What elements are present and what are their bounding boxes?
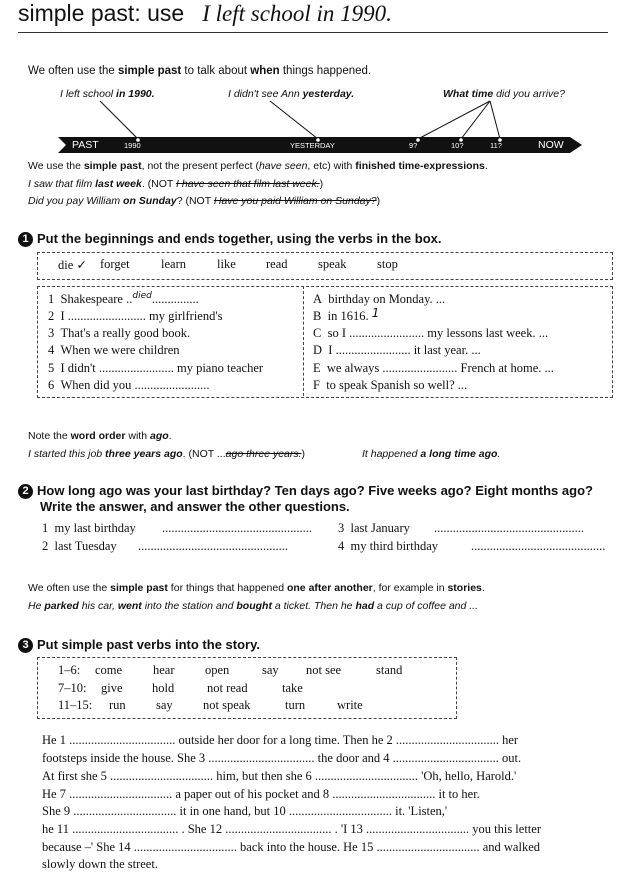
task1-right-d: D I ........................ it last year. ... — [313, 343, 481, 357]
story-line-2[interactable]: footsteps inside the house. She 3 .................................. the door and 4 .................................. out. — [42, 751, 522, 765]
note-ago-example-1: I started this job three years ago. (NOT ...ago three years.) — [28, 448, 306, 460]
task2-title-2: Write the answer, and answer the other questions. — [40, 499, 350, 514]
task3-heading — [18, 637, 260, 653]
task3-verb-2-0: give — [101, 681, 123, 695]
task1-divider — [303, 286, 304, 396]
rule-text: We use the simple past, not the present perfect (have seen, etc) with finished time-expressions. — [28, 160, 488, 172]
rule-example-2: Did you pay William on Sunday? (NOT Have you paid William on Sunday?) — [28, 195, 381, 207]
task3-verb-3-1: say — [156, 698, 173, 712]
story-line-4[interactable]: He 7 ................................. a paper out of his pocket and 8 ................................. it to her. — [42, 787, 480, 801]
task1-left-5: 5 I didn't ........................ my piano teacher — [48, 361, 264, 375]
note-story-example: He parked his car, went into the station and bought a ticket. Then he had a cup of coffee and ... — [28, 600, 479, 612]
task3-verb-1-5: stand — [376, 663, 403, 677]
task1-left-6: 6 When did you ........................ — [48, 378, 210, 392]
task1-left-4: 4 When we were children — [48, 343, 180, 357]
task3-range-2: 7–10: — [58, 681, 87, 695]
task1-right-e: E we always ........................ French at home. ... — [313, 361, 554, 375]
task3-verb-3-4: write — [337, 698, 363, 712]
task3-number: 3 — [18, 638, 33, 653]
task1-right-c: C so I ........................ my lessons last week. ... — [313, 326, 549, 340]
task1-verb-6: stop — [377, 257, 398, 271]
task3-verb-2-2: not read — [207, 681, 248, 695]
task1-left-1: 1 Shakespeare ..$^{died}$............... — [48, 291, 199, 306]
task2-answer-1[interactable]: ................................................ — [162, 521, 312, 535]
task1-left-3: 3 That's a really good book. — [48, 326, 191, 340]
task2-item-4: 4 my third birthday — [338, 539, 438, 553]
timeline-yesterday-label: YESTERDAY — [290, 141, 335, 150]
timeline-graphic — [0, 0, 624, 160]
task1-verb-5: speak — [318, 257, 347, 271]
task2-item-1: 1 my last birthday — [42, 521, 136, 535]
task2-item-3: 3 last January — [338, 521, 410, 535]
note-ago: Note the word order with ago. — [28, 430, 172, 442]
task3-verb-1-4: not see — [306, 663, 342, 677]
task3-verb-1-2: open — [205, 663, 230, 677]
intro-text: We often use the simple past to talk about when things happened. — [28, 65, 372, 77]
task1-verb-2: learn — [161, 257, 186, 271]
task3-verb-3-2: not speak — [203, 698, 251, 712]
task3-title: Put simple past verbs into the story. — [37, 637, 260, 652]
task1-right-b: B in 1616. 1 — [313, 306, 380, 323]
timeline-q1-label: 9? — [409, 141, 418, 150]
story-line-6[interactable]: he 11 .................................. . She 12 .................................. . 'I 13 ................................. you this letter — [42, 822, 541, 836]
task3-verb-1-0: come — [95, 663, 123, 677]
note-ago-example-2: It happened a long time ago. — [362, 448, 501, 460]
task3-verb-2-3: take — [282, 681, 303, 695]
title-example: I left school in 1990. — [202, 1, 392, 26]
timeline-past-label: PAST — [72, 139, 99, 151]
story-line-5[interactable]: She 9 ................................. it in one hand, but 10 ................................. it. 'Listen,' — [42, 804, 448, 818]
task2-answer-3[interactable]: ................................................ — [434, 521, 584, 535]
task2-title-1: How long ago was your last birthday? Ten days ago? Five weeks ago? Eight months ago? — [37, 483, 593, 498]
pointer-line-11 — [490, 101, 500, 139]
pointer-line-10 — [461, 101, 490, 139]
timeline-example-1: I left school in 1990. — [60, 88, 155, 100]
task3-range-3: 11–15: — [58, 698, 93, 712]
task2-heading — [18, 483, 593, 499]
pointer-line-1990 — [100, 101, 138, 139]
story-line-7[interactable]: because –' She 14 ................................. back into the house. He 15 ................................. and walked — [42, 840, 541, 854]
pointer-line-9 — [418, 101, 490, 139]
task1-verb-3: like — [217, 257, 236, 271]
timeline-example-3: What time did you arrive? — [443, 88, 565, 100]
task1-verb-0: die ✓ — [58, 258, 87, 272]
task3-verb-3-3: turn — [285, 698, 306, 712]
story-line-1[interactable]: He 1 .................................. outside her door for a long time. Then he 2 ................................. her — [42, 733, 519, 747]
task1-verb-4: read — [266, 257, 288, 271]
timeline-now-label: NOW — [538, 139, 564, 151]
timeline-year-label: 1990 — [124, 141, 141, 150]
task1-heading — [18, 231, 441, 247]
note-story: We often use the simple past for things that happened one after another, for example in stories. — [28, 582, 485, 594]
task3-verb-1-1: hear — [153, 663, 175, 677]
story-line-3[interactable]: At first she 5 ................................. him, but then she 6 ................................. 'Oh, hello, Harold.' — [42, 769, 517, 783]
task1-left-2: 2 I ......................... my girlfriend's — [48, 309, 223, 323]
story-line-8: slowly down the street. — [42, 857, 158, 871]
pointer-line-yesterday — [270, 101, 318, 139]
task3-verb-3-0: run — [109, 698, 126, 712]
task3-verb-1-3: say — [262, 663, 279, 677]
task3-range-1: 1–6: — [58, 663, 81, 677]
task1-right-f: F to speak Spanish so well? ... — [313, 378, 468, 392]
task2-number: 2 — [18, 484, 33, 499]
timeline-example-2: I didn't see Ann yesterday. — [228, 88, 355, 100]
task1-verb-1: forget — [100, 257, 130, 271]
task3-verb-2-1: hold — [152, 681, 175, 695]
task2-item-2: 2 last Tuesday — [42, 539, 117, 553]
task1-number: 1 — [18, 232, 33, 247]
timeline-q3-label: 11? — [490, 141, 502, 150]
task1-title: Put the beginnings and ends together, using the verbs in the box. — [37, 231, 442, 246]
title-main: simple past: use — [18, 0, 185, 26]
rule-example-1: I saw that film last week. (NOT I have seen that film last week.) — [28, 178, 324, 190]
timeline-q2-label: 10? — [451, 141, 464, 150]
task2-answer-4[interactable]: ........................................... — [471, 539, 606, 553]
task2-answer-2[interactable]: ................................................ — [138, 539, 288, 553]
task1-right-a: A birthday on Monday. ... — [313, 292, 446, 306]
